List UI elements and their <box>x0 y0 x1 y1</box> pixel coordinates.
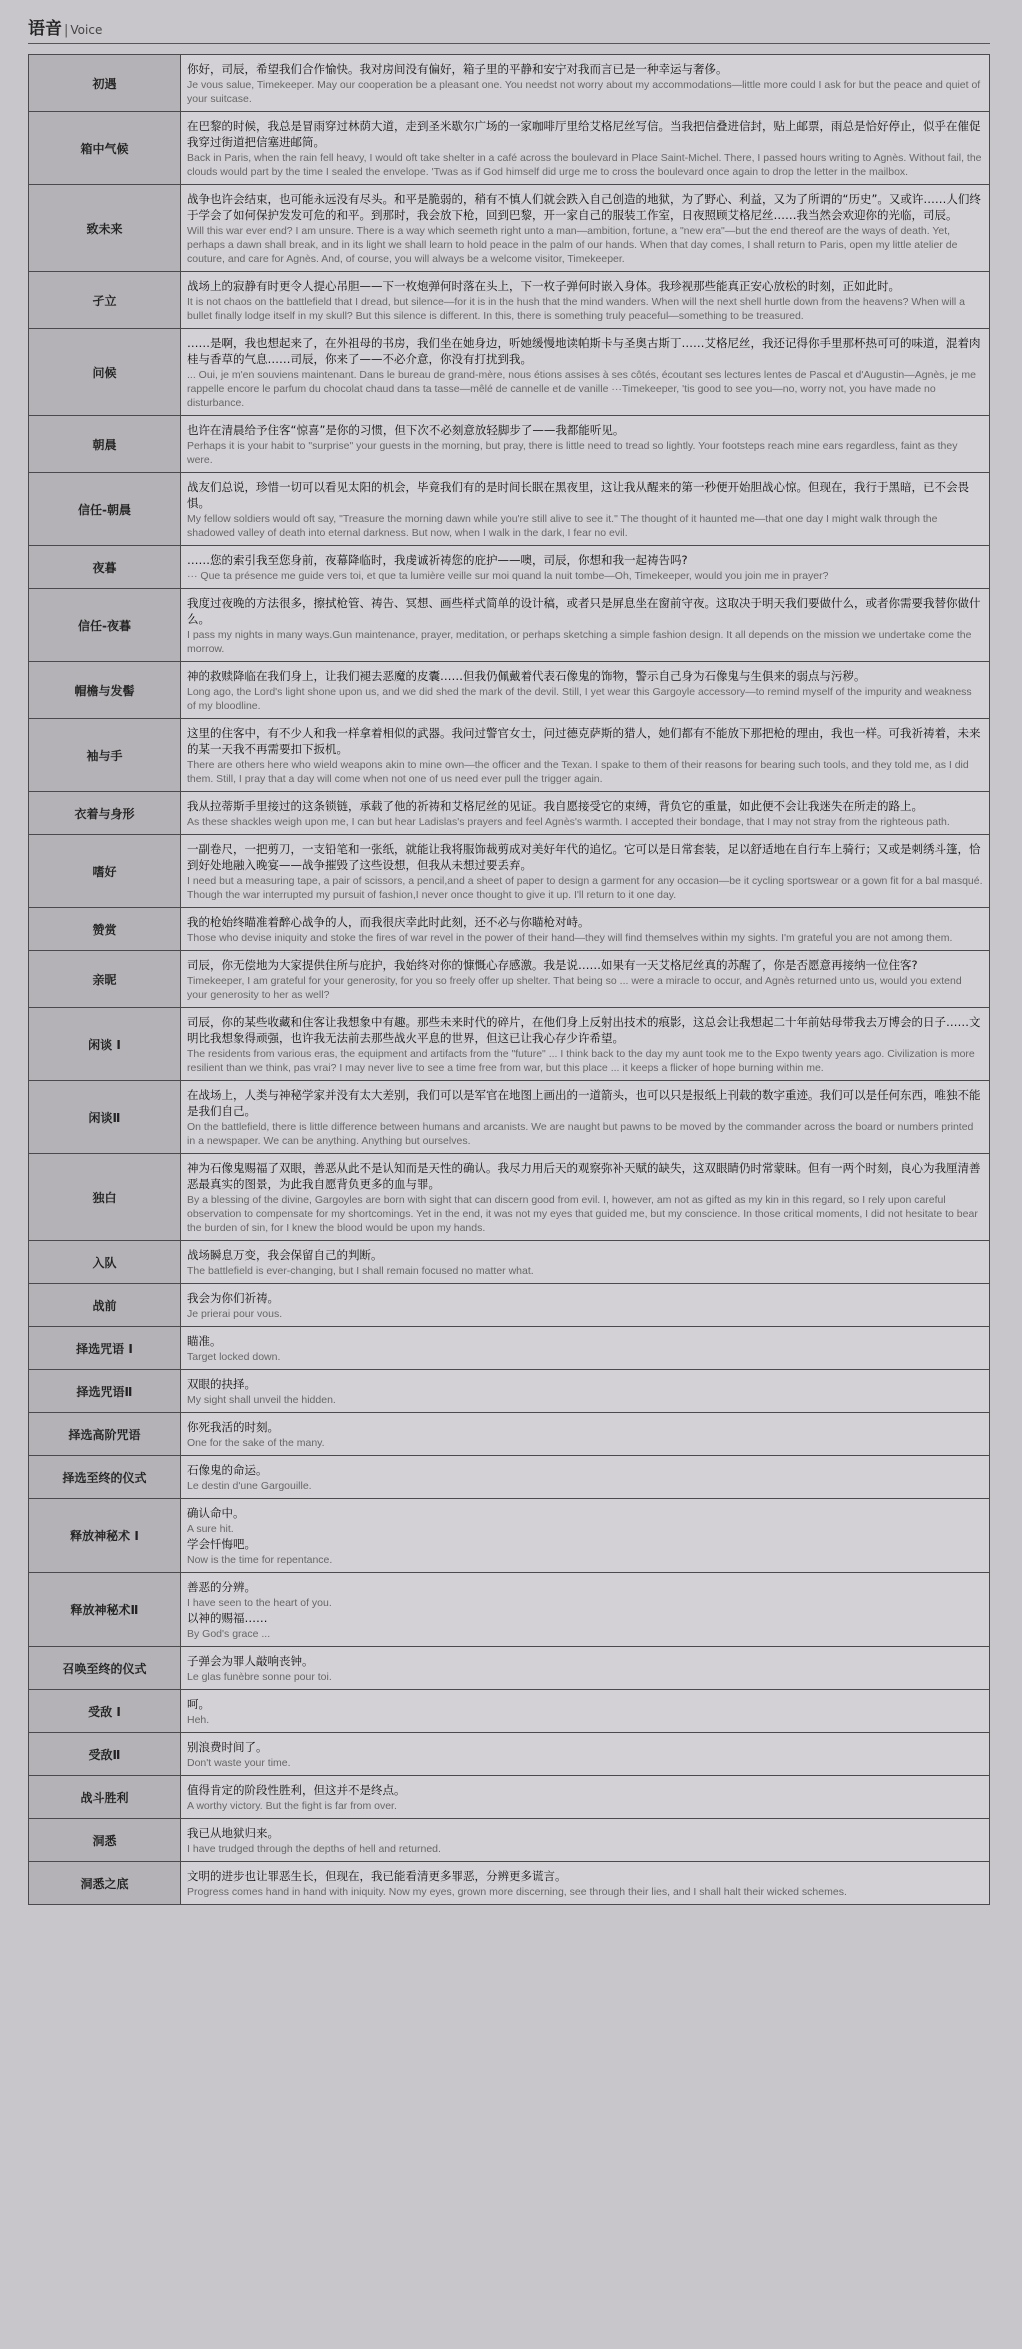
voice-line-cn: 一副卷尺，一把剪刀，一支铅笔和一张纸，就能让我将服饰裁剪成对美好年代的追忆。它可以是日常套装，足以舒适地在自行车上骑行；又或是刺绣斗篷，恰到好处地融入晚宴——战争摧毁了这些设想，但我从未想过要丢弃。 <box>187 842 981 872</box>
voice-label: 闲谈Ⅱ <box>29 1081 181 1154</box>
voice-text-cell <box>181 1008 990 1081</box>
voice-line-cn: 瞄准。 <box>187 1334 222 1348</box>
voice-text-cell <box>181 416 990 473</box>
voice-line-cn: 这里的住客中，有不少人和我一样拿着相似的武器。我问过警官女士，问过德克萨斯的猎人，她们都有不能放下那把枪的理由，我也一样。可我祈祷着，未来的某一天我不再需要扣下扳机。 <box>187 726 981 756</box>
voice-row <box>29 329 990 416</box>
voice-line-cn: 子弹会为罪人敲响丧钟。 <box>187 1654 314 1668</box>
voice-line-cn: 战争也许会结束，也可能永远没有尽头。和平是脆弱的，稍有不慎人们就会跌入自己创造的地狱，为了野心、利益，又为了所谓的“历史”。又或许……人们终于学会了如何保护发发可危的和平。到那时，我会放下枪，回到巴黎，开一家自己的服装工作室，日夜照顾艾格尼丝……我当然会欢迎你的光临，司辰。 <box>187 192 981 222</box>
voice-text-cell <box>181 1573 990 1647</box>
voice-row <box>29 835 990 908</box>
voice-line-cn: 值得肯定的阶段性胜利，但这并不是终点。 <box>187 1783 406 1797</box>
voice-line-translation: Heh. <box>187 1714 210 1726</box>
voice-line-cn: 在战场上，人类与神秘学家并没有太大差别，我们可以是军官在地图上画出的一道箭头，也可以只是报纸上刊载的数字重迹。我们可以是任何东西，唯独不能是我们自己。 <box>187 1088 981 1118</box>
voice-line-cn: 双眼的抉择。 <box>187 1377 256 1391</box>
voice-row <box>29 55 990 112</box>
page-subtitle: Voice <box>70 23 103 37</box>
voice-line-translation: The battlefield is ever-changing, but I shall remain focused no matter what. <box>187 1265 534 1277</box>
voice-line-translation: A worthy victory. But the fight is far from over. <box>187 1800 397 1812</box>
voice-line-translation: ··· Que ta présence me guide vers toi, et que ta lumière veille sur moi quand la nuit tombe—Oh, Timekeeper, would you join me in prayer? <box>187 570 829 582</box>
voice-line-cn: 神的救赎降临在我们身上，让我们褪去恶魔的皮囊……但我仍佩戴着代表石像鬼的饰物，警示自己身为石像鬼与生俱来的弱点与污秽。 <box>187 669 866 683</box>
voice-row <box>29 1862 990 1905</box>
voice-line-cn: 我会为你们祈祷。 <box>187 1291 279 1305</box>
voice-line-cn: 石像鬼的命运。 <box>187 1463 268 1477</box>
voice-label: 问候 <box>29 329 181 416</box>
voice-text-cell <box>181 1284 990 1327</box>
voice-line-translation: My fellow soldiers would oft say, "Treasure the morning dawn while you're still alive to see it." The thought of it haunted me—that one day I might walk through the shadowed valley of death into eternal darkness. But now, when I walk in the dark, I fear no evil. <box>187 513 938 539</box>
voice-label: 袖与手 <box>29 719 181 792</box>
voice-line-cn: 也许在清晨给予住客“惊喜”是你的习惯，但下次不必刻意放轻脚步了——我都能听见。 <box>187 423 625 437</box>
voice-row <box>29 1647 990 1690</box>
voice-row <box>29 1081 990 1154</box>
voice-text-cell <box>181 835 990 908</box>
voice-line-cn: 战友们总说，珍惜一切可以看见太阳的机会，毕竟我们有的是时间长眠在黑夜里，这让我从醒来的第一秒便开始胆战心惊。但现在，我行于黑暗，已不会畏惧。 <box>187 480 969 510</box>
voice-label: 择选咒语Ⅱ <box>29 1370 181 1413</box>
voice-label: 择选高阶咒语 <box>29 1413 181 1456</box>
voice-line-translation: Progress comes hand in hand with iniquity. Now my eyes, grown more discerning, see through their lies, and I shall halt their wicked schemes. <box>187 1886 847 1898</box>
voice-text-cell <box>181 719 990 792</box>
voice-line-translation: Je vous salue, Timekeeper. May our cooperation be a pleasant one. You needst not worry about my accommodations—little more could I ask for but the peace and quiet of your suitcase. <box>187 79 981 105</box>
voice-label: 受敌Ⅱ <box>29 1733 181 1776</box>
voice-text-cell <box>181 792 990 835</box>
voice-line-cn: 司辰，你的某些收藏和住客让我想象中有趣。那些未来时代的碎片，在他们身上反射出技术的痕影，这总会让我想起二十年前姑母带我去万博会的日子……文明比我想象得顽强，也许我无法前去那些战火平息的世界，但这已让我心存少许希望。 <box>187 1015 981 1045</box>
voice-row <box>29 1690 990 1733</box>
voice-label: 夜暮 <box>29 546 181 589</box>
voice-line-cn: ……您的索引我至您身前，夜幕降临时，我虔诚祈祷您的庇护——噢，司辰，你想和我一起祷告吗? <box>187 553 688 567</box>
voice-label: 赞赏 <box>29 908 181 951</box>
voice-text-cell <box>181 951 990 1008</box>
voice-line-translation: The residents from various eras, the equipment and artifacts from the "future" ... I think back to the day my aunt took me to the Expo twenty years ago. Civilization is more resilient than we think, pas vrai? I may never live to see a time free from war, but this place ... it keeps a flicker of hope burning within me. <box>187 1048 975 1074</box>
voice-line-translation: On the battlefield, there is little difference between humans and arcanists. We are naught but pawns to be moved by the commander across the board or numbers printed in a newspaper. We can be anything. Anything but ourselves. <box>187 1121 974 1147</box>
voice-row <box>29 1499 990 1573</box>
voice-line-translation: Le glas funèbre sonne pour toi. <box>187 1671 332 1683</box>
voice-row <box>29 1819 990 1862</box>
voice-line-translation: Je prierai pour vous. <box>187 1308 283 1320</box>
voice-line-cn: 呵。 <box>187 1697 210 1711</box>
voice-text-cell <box>181 55 990 112</box>
voice-label: 受敌 I <box>29 1690 181 1733</box>
voice-text-cell <box>181 1690 990 1733</box>
voice-line-cn: 战场瞬息万变，我会保留自己的判断。 <box>187 1248 383 1262</box>
voice-text-cell <box>181 1413 990 1456</box>
voice-line-cn: 别浪费时间了。 <box>187 1740 268 1754</box>
voice-line-cn: ……是啊，我也想起来了，在外祖母的书房，我们坐在她身边，听她缓慢地读帕斯卡与圣奥古斯丁……艾格尼丝，我还记得你手里那杯热可可的味道，混着肉桂与香草的气息……司辰，你来了——不必介意，你没有打扰到我。 <box>187 336 981 366</box>
voice-line-cn: 在巴黎的时候，我总是冒雨穿过林荫大道，走到圣米歇尔广场的一家咖啡厅里给艾格尼丝写信。当我把信叠进信封，贴上邮票，雨总是恰好停止，似乎在催促我穿过街道把信塞进邮筒。 <box>187 119 981 149</box>
voice-line-cn: 战场上的寂静有时更令人提心吊胆——下一枚炮弹何时落在头上，下一枚子弹何时嵌入身体。我珍视那些能真正安心放松的时刻，正如此时。 <box>187 279 900 293</box>
voice-row <box>29 546 990 589</box>
voice-label: 闲谈 I <box>29 1008 181 1081</box>
voice-line-cn: 我的枪始终瞄准着醉心战争的人，而我很庆幸此时此刻，还不必与你瞄枪对峙。 <box>187 915 590 929</box>
voice-line-translation: I need but a measuring tape, a pair of scissors, a pencil,and a sheet of paper to design a garment for any occasion—be it cycling sportswear or a gown fit for a bal masqué. Though the war interrupted my pursuit of fashion,I never once thought to give it up. I'll return to it one day. <box>187 875 983 901</box>
voice-line-cn: 我已从地狱归来。 <box>187 1826 279 1840</box>
voice-text-cell <box>181 473 990 546</box>
voice-line-translation: By a blessing of the divine, Gargoyles are born with sight that can discern good from evil. I, however, am not as gifted as my kin in this regard, so I rely upon careful observation to compensate for my shortcomings. Yet in the end, it was not my eyes that guided me, but my conscience. In those critical moments, I did not hesitate to bear the burden of sin, for I knew the blood would be upon my hands. <box>187 1194 978 1234</box>
voice-line-translation: Back in Paris, when the rain fell heavy, I would oft take shelter in a café across the boulevard in Place Saint-Michel. There, I passed hours writing to Agnès. Without fail, the clouds would part by the time I sealed the envelope. 'Twas as if God himself did urge me to cross the boulevard once again to drop the letter in the mailbox. <box>187 152 982 178</box>
voice-line-translation: I have trudged through the depths of hell and returned. <box>187 1843 441 1855</box>
voice-label: 独白 <box>29 1154 181 1241</box>
voice-label: 朝晨 <box>29 416 181 473</box>
voice-row <box>29 185 990 272</box>
voice-row <box>29 1241 990 1284</box>
voice-line-translation: Those who devise iniquity and stoke the fires of war revel in the power of their hand—they will find themselves within my sights. I'm grateful you are not among them. <box>187 932 953 944</box>
voice-line-translation: Perhaps it is your habit to "surprise" your guests in the morning, but pray, there is little need to tread so lightly. Your footsteps reach mine ears regardless, faint as they were. <box>187 440 958 466</box>
voice-row <box>29 1776 990 1819</box>
voice-line-cn: 神为石像鬼赐福了双眼，善恶从此不是认知而是天性的确认。我尽力用后天的观察弥补天赋的缺失，这双眼睛仍时常蒙昧。但有一两个时刻，良心为我厘清善恶最真实的图景，为此我自愿背负更多的血与罪。 <box>187 1161 981 1191</box>
page-title: 语音 <box>28 19 62 39</box>
voice-row <box>29 112 990 185</box>
voice-label: 择选咒语 I <box>29 1327 181 1370</box>
voice-line-cn: 文明的进步也让罪恶生长，但现在，我已能看清更多罪恶，分辨更多谎言。 <box>187 1869 567 1883</box>
voice-text-cell <box>181 662 990 719</box>
voice-text-cell <box>181 272 990 329</box>
voice-line-cn: 你死我活的时刻。 <box>187 1420 279 1434</box>
voice-table <box>28 54 990 1905</box>
voice-line-translation: As these shackles weigh upon me, I can but hear Ladislas's prayers and feel Agnès's warmth. I accepted their bondage, that I may not stray from the righteous path. <box>187 816 950 828</box>
voice-text-cell <box>181 1081 990 1154</box>
voice-row <box>29 473 990 546</box>
voice-line-translation: One for the sake of the many. <box>187 1437 325 1449</box>
voice-text-cell <box>181 1733 990 1776</box>
voice-line-translation: My sight shall unveil the hidden. <box>187 1394 336 1406</box>
voice-row <box>29 589 990 662</box>
voice-label: 释放神秘术 I <box>29 1499 181 1573</box>
voice-line-cn: 以神的赐福…… <box>187 1611 268 1625</box>
voice-line-translation: Long ago, the Lord's light shone upon us, and we did shed the mark of the devil. Still, I yet wear this Gargoyle accessory—to remind myself of the impurity and weakness of my bloodline. <box>187 686 972 712</box>
voice-row <box>29 951 990 1008</box>
voice-text-cell <box>181 185 990 272</box>
voice-line-translation: Target locked down. <box>187 1351 281 1363</box>
page-header <box>28 14 990 44</box>
voice-text-cell <box>181 1819 990 1862</box>
voice-line-translation: There are others here who wield weapons akin to mine own—the officer and the Texan. I spake to them of their reasons for bearing such tools, and they told me, as I did them. Still, I pray that a day will come when not one of us need ever pull the trigger again. <box>187 759 969 785</box>
voice-label: 洞悉 <box>29 1819 181 1862</box>
voice-row <box>29 1154 990 1241</box>
voice-label: 帽檐与发髻 <box>29 662 181 719</box>
voice-label: 嗜好 <box>29 835 181 908</box>
voice-text-cell <box>181 908 990 951</box>
voice-line-translation: ... Oui, je m'en souviens maintenant. Dans le bureau de grand-mère, nous étions assises à ses côtés, écoutant ses lectures lentes de Pascal et d'Augustin—Agnès, je me rappelle encore le parfum du chocolat chaud dans ta tasse—mêlé de cannelle et de vanille ···Timekeeper, 'tis good to see you—no, worry not, you have made no disturbance. <box>187 369 977 409</box>
voice-line-translation: I pass my nights in many ways.Gun maintenance, prayer, meditation, or perhaps sketching a simple fashion design. It all depends on the mission we undertake come the morrow. <box>187 629 972 655</box>
voice-label: 亲昵 <box>29 951 181 1008</box>
voice-text-cell <box>181 589 990 662</box>
voice-label: 初遇 <box>29 55 181 112</box>
voice-text-cell <box>181 329 990 416</box>
voice-label: 孑立 <box>29 272 181 329</box>
voice-text-cell <box>181 1370 990 1413</box>
voice-line-translation: Le destin d'une Gargouille. <box>187 1480 312 1492</box>
voice-label: 洞悉之底 <box>29 1862 181 1905</box>
voice-text-cell <box>181 1327 990 1370</box>
voice-line-cn: 司辰，你无偿地为大家提供住所与庇护，我始终对你的慷慨心存感激。我是说……如果有一天艾格尼丝真的苏醒了，你是否愿意再接纳一位住客? <box>187 958 918 972</box>
voice-row <box>29 1284 990 1327</box>
voice-line-cn: 学会忏悔吧。 <box>187 1537 256 1551</box>
voice-row <box>29 272 990 329</box>
voice-text-cell <box>181 1862 990 1905</box>
voice-label: 箱中气候 <box>29 112 181 185</box>
voice-row <box>29 719 990 792</box>
voice-text-cell <box>181 1647 990 1690</box>
voice-line-translation: By God's grace ... <box>187 1628 271 1640</box>
voice-line-cn: 你好，司辰，希望我们合作愉快。我对房间没有偏好，箱子里的平静和安宁对我而言已是一种幸运与奢侈。 <box>187 62 728 76</box>
voice-label: 信任-朝晨 <box>29 473 181 546</box>
voice-row <box>29 1008 990 1081</box>
voice-row <box>29 1413 990 1456</box>
voice-line-cn: 善恶的分辨。 <box>187 1580 256 1594</box>
voice-line-translation: Will this war ever end? I am unsure. There is a way which seemeth right unto a man—ambition, fortune, a "new era"—but the end thereof are the ways of death. Yet, perhaps a dawn shall break, and in its light we shall learn to hold peace in the palm of our hands. When that day comes, I shall return to Paris, open my little atelier de couture, and care for Agnès. And, of course, you will always be a welcome visitor, Timekeeper. <box>187 225 958 265</box>
title-separator: | <box>64 23 69 38</box>
voice-row <box>29 1456 990 1499</box>
voice-line-cn: 确认命中。 <box>187 1506 245 1520</box>
voice-line-translation: Timekeeper, I am grateful for your generosity, for you so freely offer up shelter. That being so ... were a miracle to occur, and Agnès returned unto us, would you extend your generosity to her as well? <box>187 975 962 1001</box>
voice-label: 战斗胜利 <box>29 1776 181 1819</box>
voice-line-cn: 我度过夜晚的方法很多，擦拭枪管、祷告、冥想、画些样式简单的设计稿，或者只是屏息坐在窗前守夜。这取决于明天我们要做什么，或者你需要我替你做什么。 <box>187 596 981 626</box>
voice-text-cell <box>181 1776 990 1819</box>
voice-text-cell <box>181 1241 990 1284</box>
voice-line-translation: Now is the time for repentance. <box>187 1554 333 1566</box>
voice-line-translation: I have seen to the heart of you. <box>187 1597 332 1609</box>
voice-label: 战前 <box>29 1284 181 1327</box>
voice-label: 信任-夜暮 <box>29 589 181 662</box>
voice-text-cell <box>181 1456 990 1499</box>
voice-row <box>29 1370 990 1413</box>
voice-label: 释放神秘术Ⅱ <box>29 1573 181 1647</box>
voice-row <box>29 792 990 835</box>
voice-line-translation: A sure hit. <box>187 1523 234 1535</box>
voice-row <box>29 1573 990 1647</box>
voice-label: 召唤至终的仪式 <box>29 1647 181 1690</box>
voice-label: 衣着与身形 <box>29 792 181 835</box>
voice-line-cn: 我从拉蒂斯手里接过的这条锁链，承载了他的祈祷和艾格尼丝的见证。我自愿接受它的束缚，背负它的重量，如此便不会让我迷失在所走的路上。 <box>187 799 923 813</box>
voice-text-cell <box>181 1499 990 1573</box>
voice-row <box>29 662 990 719</box>
voice-text-cell <box>181 546 990 589</box>
voice-line-translation: It is not chaos on the battlefield that I dread, but silence—for it is in the hush that the mind wanders. When will the next shell hurtle down from the heavens? When will a bullet finally lodge itself in my skull? But this silence is different. In this, there is something truly peaceful—something to be treasured. <box>187 296 966 322</box>
voice-row <box>29 908 990 951</box>
voice-line-translation: Don't waste your time. <box>187 1757 291 1769</box>
voice-label: 入队 <box>29 1241 181 1284</box>
voice-row <box>29 1733 990 1776</box>
voice-text-cell <box>181 112 990 185</box>
voice-row <box>29 416 990 473</box>
voice-label: 择选至终的仪式 <box>29 1456 181 1499</box>
voice-text-cell <box>181 1154 990 1241</box>
voice-row <box>29 1327 990 1370</box>
voice-label: 致未来 <box>29 185 181 272</box>
